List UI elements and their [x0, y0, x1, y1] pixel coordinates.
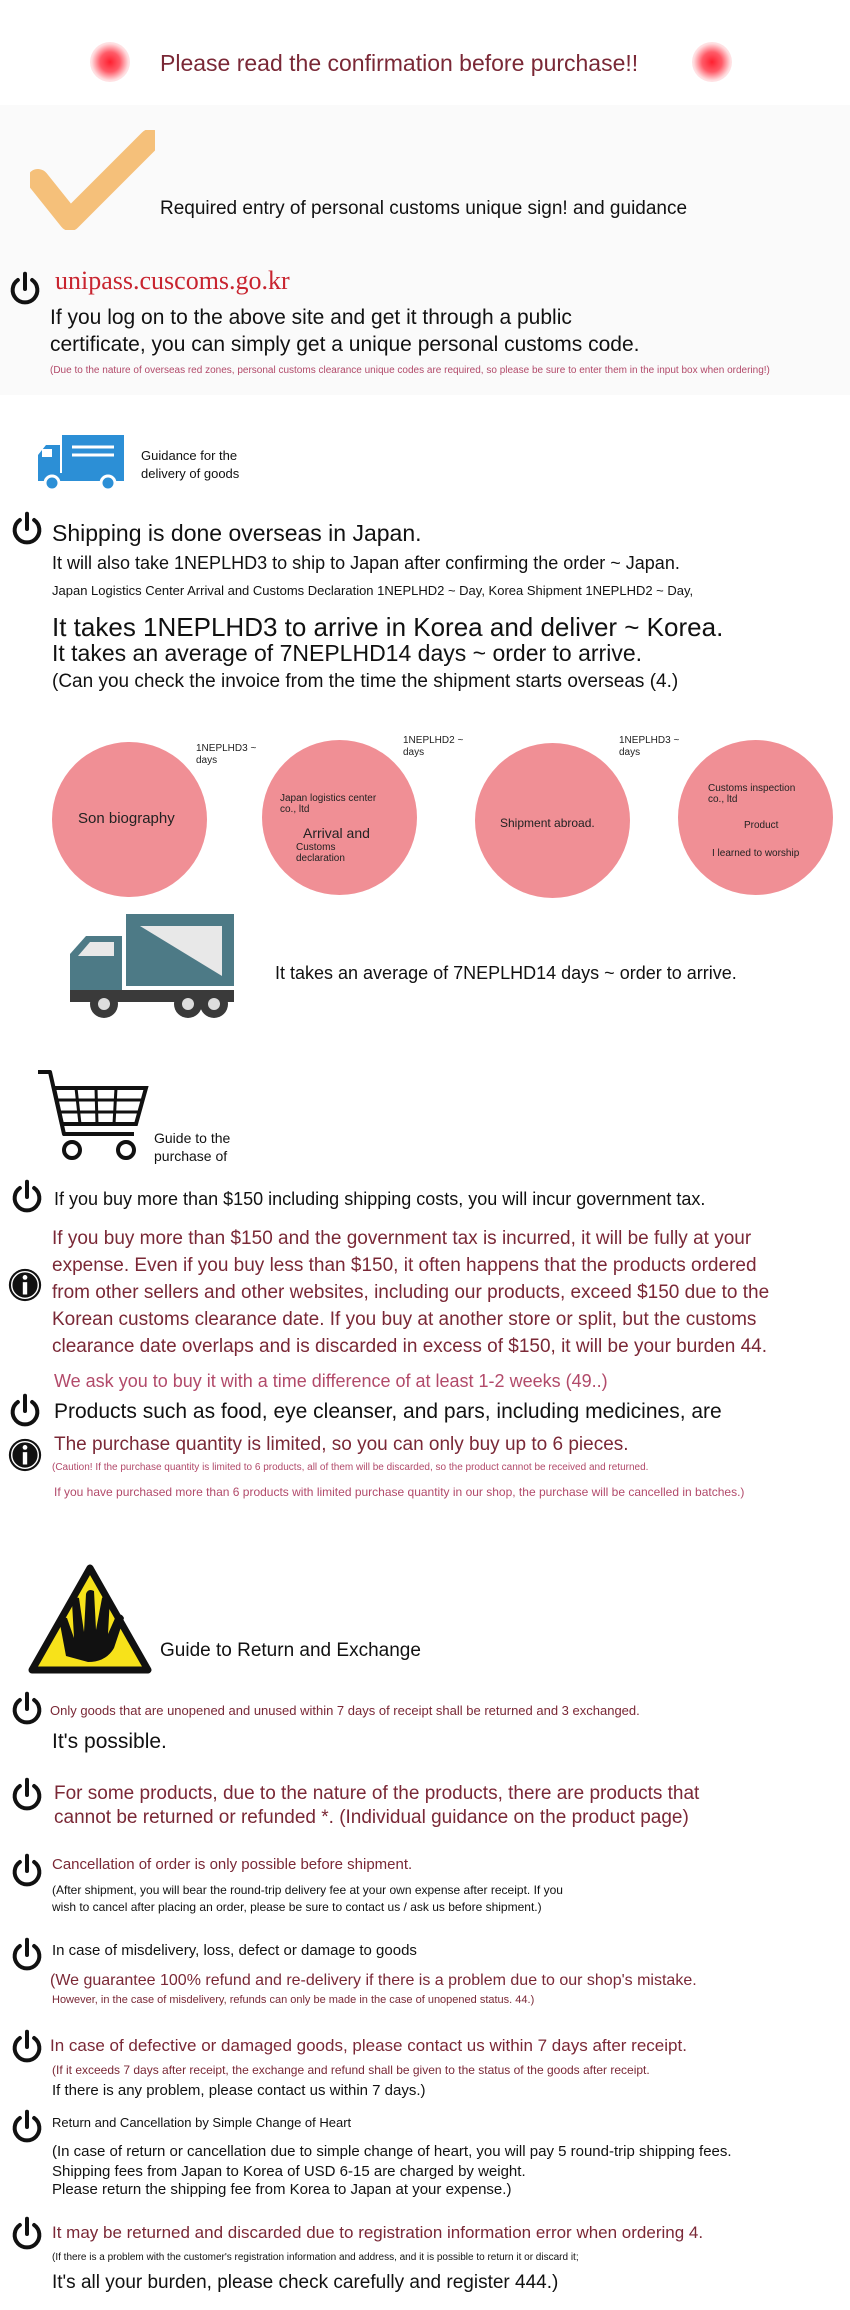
- process-step-4-bottom: I learned to worship: [712, 848, 800, 859]
- restricted-products: Products such as food, eye cleanser, and pars, including medicines, are: [54, 1400, 722, 1423]
- return-rule-3: Cancellation of order is only possible before shipment.: [52, 1856, 413, 1873]
- tax-notice: If you buy more than $150 including shipping costs, you will incur government tax.: [54, 1189, 706, 1209]
- power-icon: [8, 1852, 46, 1890]
- return-rule-2a: For some products, due to the nature of the products, there are products that: [54, 1783, 700, 1804]
- checkmark-icon: [30, 130, 155, 230]
- shopping-cart-icon: [36, 1068, 151, 1168]
- return-rule-1: Only goods that are unopened and unused within 7 days of receipt shall be returned and 3 exchanged.: [50, 1703, 640, 1718]
- shipping-line-3: Japan Logistics Center Arrival and Customs Declaration 1NEPLHD2 ~ Day, Korea Shipment 1NEPLHD2 ~ Day,: [52, 583, 694, 598]
- shipping-line-6: (Can you check the invoice from the time the shipment starts overseas (4.): [52, 671, 679, 692]
- tax-paragraph-1: If you buy more than $150 and the government tax is incurred, it will be fully at your: [52, 1228, 752, 1249]
- customs-site-link[interactable]: unipass.cuscoms.go.kr: [55, 266, 290, 295]
- process-step-2: [262, 740, 417, 895]
- power-icon: [8, 2028, 46, 2066]
- tax-paragraph-3: from other sellers and other websites, including our products, exceed $150 due to the: [52, 1282, 770, 1303]
- return-rule-5a: (If it exceeds 7 days after receipt, the exchange and refund shall be given to the status of the goods after receipt.: [52, 2063, 650, 2077]
- return-rule-4: In case of misdelivery, loss, defect or damage to goods: [52, 1942, 417, 1959]
- return-rule-7: It may be returned and discarded due to registration information error when ordering 4.: [52, 2223, 704, 2242]
- shipping-line-2: It will also take 1NEPLHD3 to ship to Japan after confirming the order ~ Japan.: [52, 553, 680, 573]
- duration-1-line-2: days: [196, 755, 218, 766]
- power-icon: [8, 510, 46, 548]
- return-rule-3b: wish to cancel after placing an order, please be sure to contact us / ask us before shipment.): [52, 1900, 542, 1914]
- tax-paragraph-5: clearance date overlaps and is discarded in excess of $150, it will be your burden 44.: [52, 1336, 768, 1357]
- power-icon: [8, 1936, 46, 1974]
- process-step-1-label: Son biography: [78, 810, 175, 827]
- return-rule-6: Return and Cancellation by Simple Change of Heart: [52, 2115, 352, 2130]
- customs-desc-1: If you log on to the above site and get it through a public: [50, 306, 572, 329]
- info-icon: [6, 1436, 44, 1474]
- large-truck-icon: [66, 910, 236, 1022]
- customs-desc-2: certificate, you can simply get a unique personal customs code.: [50, 333, 640, 356]
- duration-2-line-1: 1NEPLHD2 ~: [403, 735, 464, 746]
- return-rule-6b: Shipping fees from Japan to Korea of USD 6-15 are charged by weight.: [52, 2163, 526, 2180]
- quantity-limit: The purchase quantity is limited, so you can only buy up to 6 pieces.: [54, 1434, 629, 1455]
- process-step-2-bottom: Customs declaration: [296, 842, 345, 864]
- return-rule-4b: However, in the case of misdelivery, refunds can only be made in the case of unopened status. 44.): [52, 1994, 535, 2006]
- return-rule-2b: cannot be returned or refunded *. (Individual guidance on the product page): [54, 1807, 689, 1828]
- right-glow-icon: [692, 42, 732, 82]
- process-step-4: [678, 740, 833, 895]
- duration-3-line-1: 1NEPLHD3 ~: [619, 735, 680, 746]
- power-icon: [8, 2108, 46, 2146]
- process-step-4-top: Customs inspection co., ltd: [708, 783, 796, 805]
- shipping-line-4: It takes 1NEPLHD3 to arrive in Korea and deliver ~ Korea.: [52, 612, 724, 642]
- tax-paragraph-2: expense. Even if you buy less than $150, it often happens that the products ordered: [52, 1255, 757, 1276]
- customs-heading: Required entry of personal customs unique sign! and guidance: [160, 198, 688, 219]
- purchase-heading-1: Guide to the: [154, 1130, 231, 1146]
- shipping-line-5: It takes an average of 7NEPLHD14 days ~ order to arrive.: [52, 640, 643, 666]
- page-title: Please read the confirmation before purchase!!: [160, 50, 639, 76]
- return-rule-6c: Please return the shipping fee from Korea to Japan at your expense.): [52, 2181, 512, 2198]
- tax-paragraph-4: Korean customs clearance date. If you buy at another store or split, but the customs: [52, 1309, 757, 1330]
- truck-caption: It takes an average of 7NEPLHD14 days ~ order to arrive.: [275, 963, 737, 983]
- power-icon: [8, 1776, 46, 1814]
- cancel-note: If you have purchased more than 6 products with limited purchase quantity in our shop, the purchase will be cancelled in batches.): [54, 1485, 745, 1499]
- tax-paragraph-6: We ask you to buy it with a time difference of at least 1-2 weeks (49..): [54, 1371, 608, 1391]
- return-rule-3a: (After shipment, you will bear the round-trip delivery fee at your own expense after receipt. If you: [52, 1883, 563, 1897]
- return-rule-7b: It's all your burden, please check carefully and register 444.): [52, 2272, 559, 2293]
- delivery-truck-icon: [36, 433, 128, 491]
- left-glow-icon: [90, 42, 130, 82]
- power-icon: [8, 1178, 46, 1216]
- power-icon: [8, 1690, 46, 1728]
- power-icon: [6, 1392, 44, 1430]
- return-rule-4a: (We guarantee 100% refund and re-delivery if there is a problem due to our shop's mistake.: [50, 1972, 697, 1989]
- info-icon: [6, 1266, 44, 1304]
- return-rule-6a: (In case of return or cancellation due to simple change of heart, you will pay 5 round-trip shipping fees.: [52, 2143, 732, 2160]
- process-step-2-top: Japan logistics center co., ltd: [280, 793, 377, 815]
- returns-heading: Guide to Return and Exchange: [160, 1640, 421, 1661]
- duration-3-line-2: days: [619, 747, 641, 758]
- power-icon: [6, 270, 44, 308]
- process-step-3-label: Shipment abroad.: [500, 816, 595, 830]
- power-icon: [8, 2215, 46, 2253]
- return-rule-1b: It's possible.: [52, 1730, 167, 1753]
- duration-2-line-2: days: [403, 747, 425, 758]
- purchase-heading-2: purchase of: [154, 1148, 228, 1164]
- return-rule-5b: If there is any problem, please contact us within 7 days.): [52, 2082, 426, 2099]
- shipping-line-1: Shipping is done overseas in Japan.: [52, 520, 422, 546]
- duration-1-line-1: 1NEPLHD3 ~: [196, 743, 257, 754]
- process-step-4-mid: Product: [744, 820, 779, 831]
- delivery-heading-1: Guidance for the: [141, 448, 238, 463]
- customs-note: (Due to the nature of overseas red zones, personal customs clearance unique codes are required, so please be sure to enter them in the input box when ordering!): [50, 365, 770, 376]
- return-rule-5: In case of defective or damaged goods, please contact us within 7 days after receipt.: [50, 2036, 687, 2055]
- caution-note: (Caution! If the purchase quantity is limited to 6 products, all of them will be discarded, so the product cannot be received and returned.: [52, 1462, 649, 1473]
- return-rule-7a: (If there is a problem with the customer's registration information and address, and it is possible to return it or discard it;: [52, 2252, 579, 2263]
- process-step-2-mid: Arrival and: [303, 825, 370, 841]
- delivery-heading-2: delivery of goods: [141, 466, 240, 481]
- warning-hand-icon: [26, 1562, 154, 1677]
